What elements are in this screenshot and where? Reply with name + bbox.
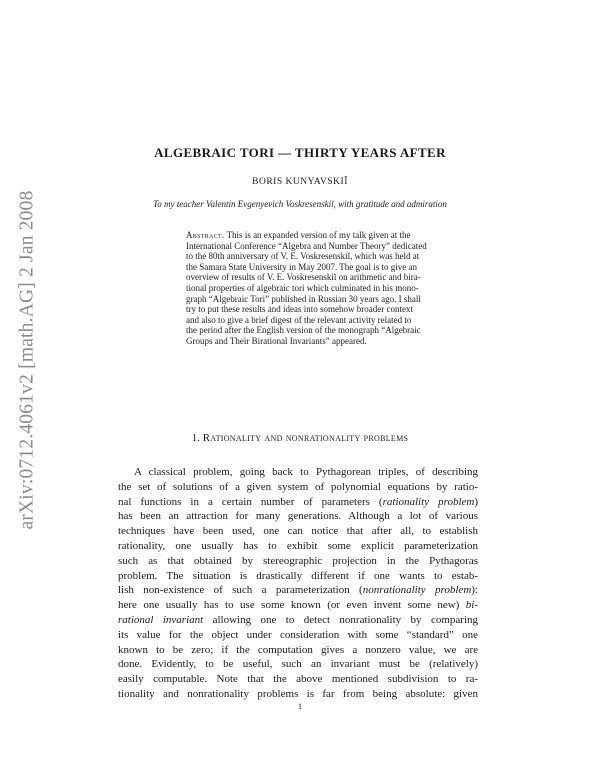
abstract-line: Groups and Their Birational Invariants” appeared.: [186, 335, 367, 346]
section-heading: [0, 432, 600, 444]
body-line: tionality and nonrationality problems is far from being absolute: given: [118, 687, 478, 700]
body-line: has been an attraction for many generations. Although a lot of various: [118, 510, 478, 523]
body-text-run: here one usually has to use some known (or even invent some new): [118, 599, 466, 612]
body-line: problem. The situation is drastically different if one wants to estab-: [118, 569, 478, 582]
abstract-line: graph “Algebraic Tori” published in Russian 30 years ago. I shall: [186, 293, 421, 304]
abstract-line: International Conference “Algebra and Number Theory” dedicated: [186, 240, 427, 251]
body-paragraph: [118, 465, 478, 702]
section-number: 1.: [191, 432, 200, 444]
arxiv-identifier-stamp: [8, 170, 48, 550]
body-text-run: ):: [471, 584, 478, 597]
body-text-run: nal functions in a certain number of parameters (: [118, 495, 383, 508]
abstract-line-text: This is an expanded version of my talk given at the: [226, 230, 411, 240]
abstract-line: tional properties of algebraic tori which culminated in his mono-: [186, 282, 419, 293]
body-line: known to be zero; if the computation gives a nonzero value, we are: [118, 643, 478, 656]
abstract-line: [186, 230, 476, 241]
term-birational-invariant-end: rational invariant: [118, 613, 204, 626]
abstract-line: the period after the English version of the monograph “Algebraic: [186, 325, 421, 336]
paper-title: ALGEBRAIC TORI — THIRTY YEARS AFTER: [154, 145, 446, 160]
arxiv-identifier-text: arXiv:0712.4061v2 [math.AG] 2 Jan 2008: [17, 190, 38, 530]
abstract-line: overview of results of V. E. Voskresenskiĭ on arithmetic and bira-: [186, 272, 421, 283]
term-nonrationality-problem: nonrationality problem: [362, 584, 472, 597]
body-line: its value for the object under consideration with some “standard” one: [118, 628, 478, 641]
body-line: done. Evidently, to be useful, such an invariant must be (relatively): [118, 658, 478, 671]
body-text-run: allowing one to detect nonrationality by comparing: [203, 613, 479, 626]
author-name: BORIS KUNYAVSKIĬ: [252, 177, 348, 187]
abstract: [186, 230, 476, 347]
page-number: 1: [297, 701, 303, 711]
body-line: [118, 598, 478, 613]
abstract-line: the Samara State University in May 2007. The goal is to give an: [186, 261, 418, 272]
body-line: rationality, one usually has to exhibit some explicit parameterization: [118, 539, 478, 552]
body-line: A classical problem, going back to Pythagorean triples, of describing: [134, 466, 478, 478]
abstract-label: Abstract.: [186, 230, 225, 240]
dedication: To my teacher Valentin Evgenyevich Voskresenskiĭ, with gratitude and admiration: [153, 199, 447, 209]
body-line: techniques have been used, one can notice that after all, to establish: [118, 525, 478, 538]
section-title: Rationality and nonrationality problems: [202, 432, 409, 444]
abstract-line: try to put these results and ideas into somehow broader context: [186, 304, 413, 315]
term-birational-invariant-start: bi-: [465, 599, 478, 612]
body-line: [118, 583, 478, 598]
body-line: easily computable. Note that the above mentioned subdivision to ra-: [118, 673, 478, 686]
body-text-run: ): [474, 495, 479, 508]
body-line: such as that obtained by stereographic projection in the Pythagoras: [118, 554, 478, 567]
term-rationality-problem: rationality problem: [382, 495, 475, 508]
body-text-run: lish non-existence of such a parameterization (: [118, 584, 363, 597]
body-line: [118, 613, 478, 628]
body-line: [118, 495, 478, 510]
abstract-line: to the 80th anniversary of V. E. Voskresenskiĭ, which was held at: [186, 251, 420, 262]
abstract-line: and also to give a brief digest of the relevant activity related to: [186, 314, 412, 325]
body-line: the set of solutions of a given system of polynomial equations by ratio-: [118, 480, 478, 493]
